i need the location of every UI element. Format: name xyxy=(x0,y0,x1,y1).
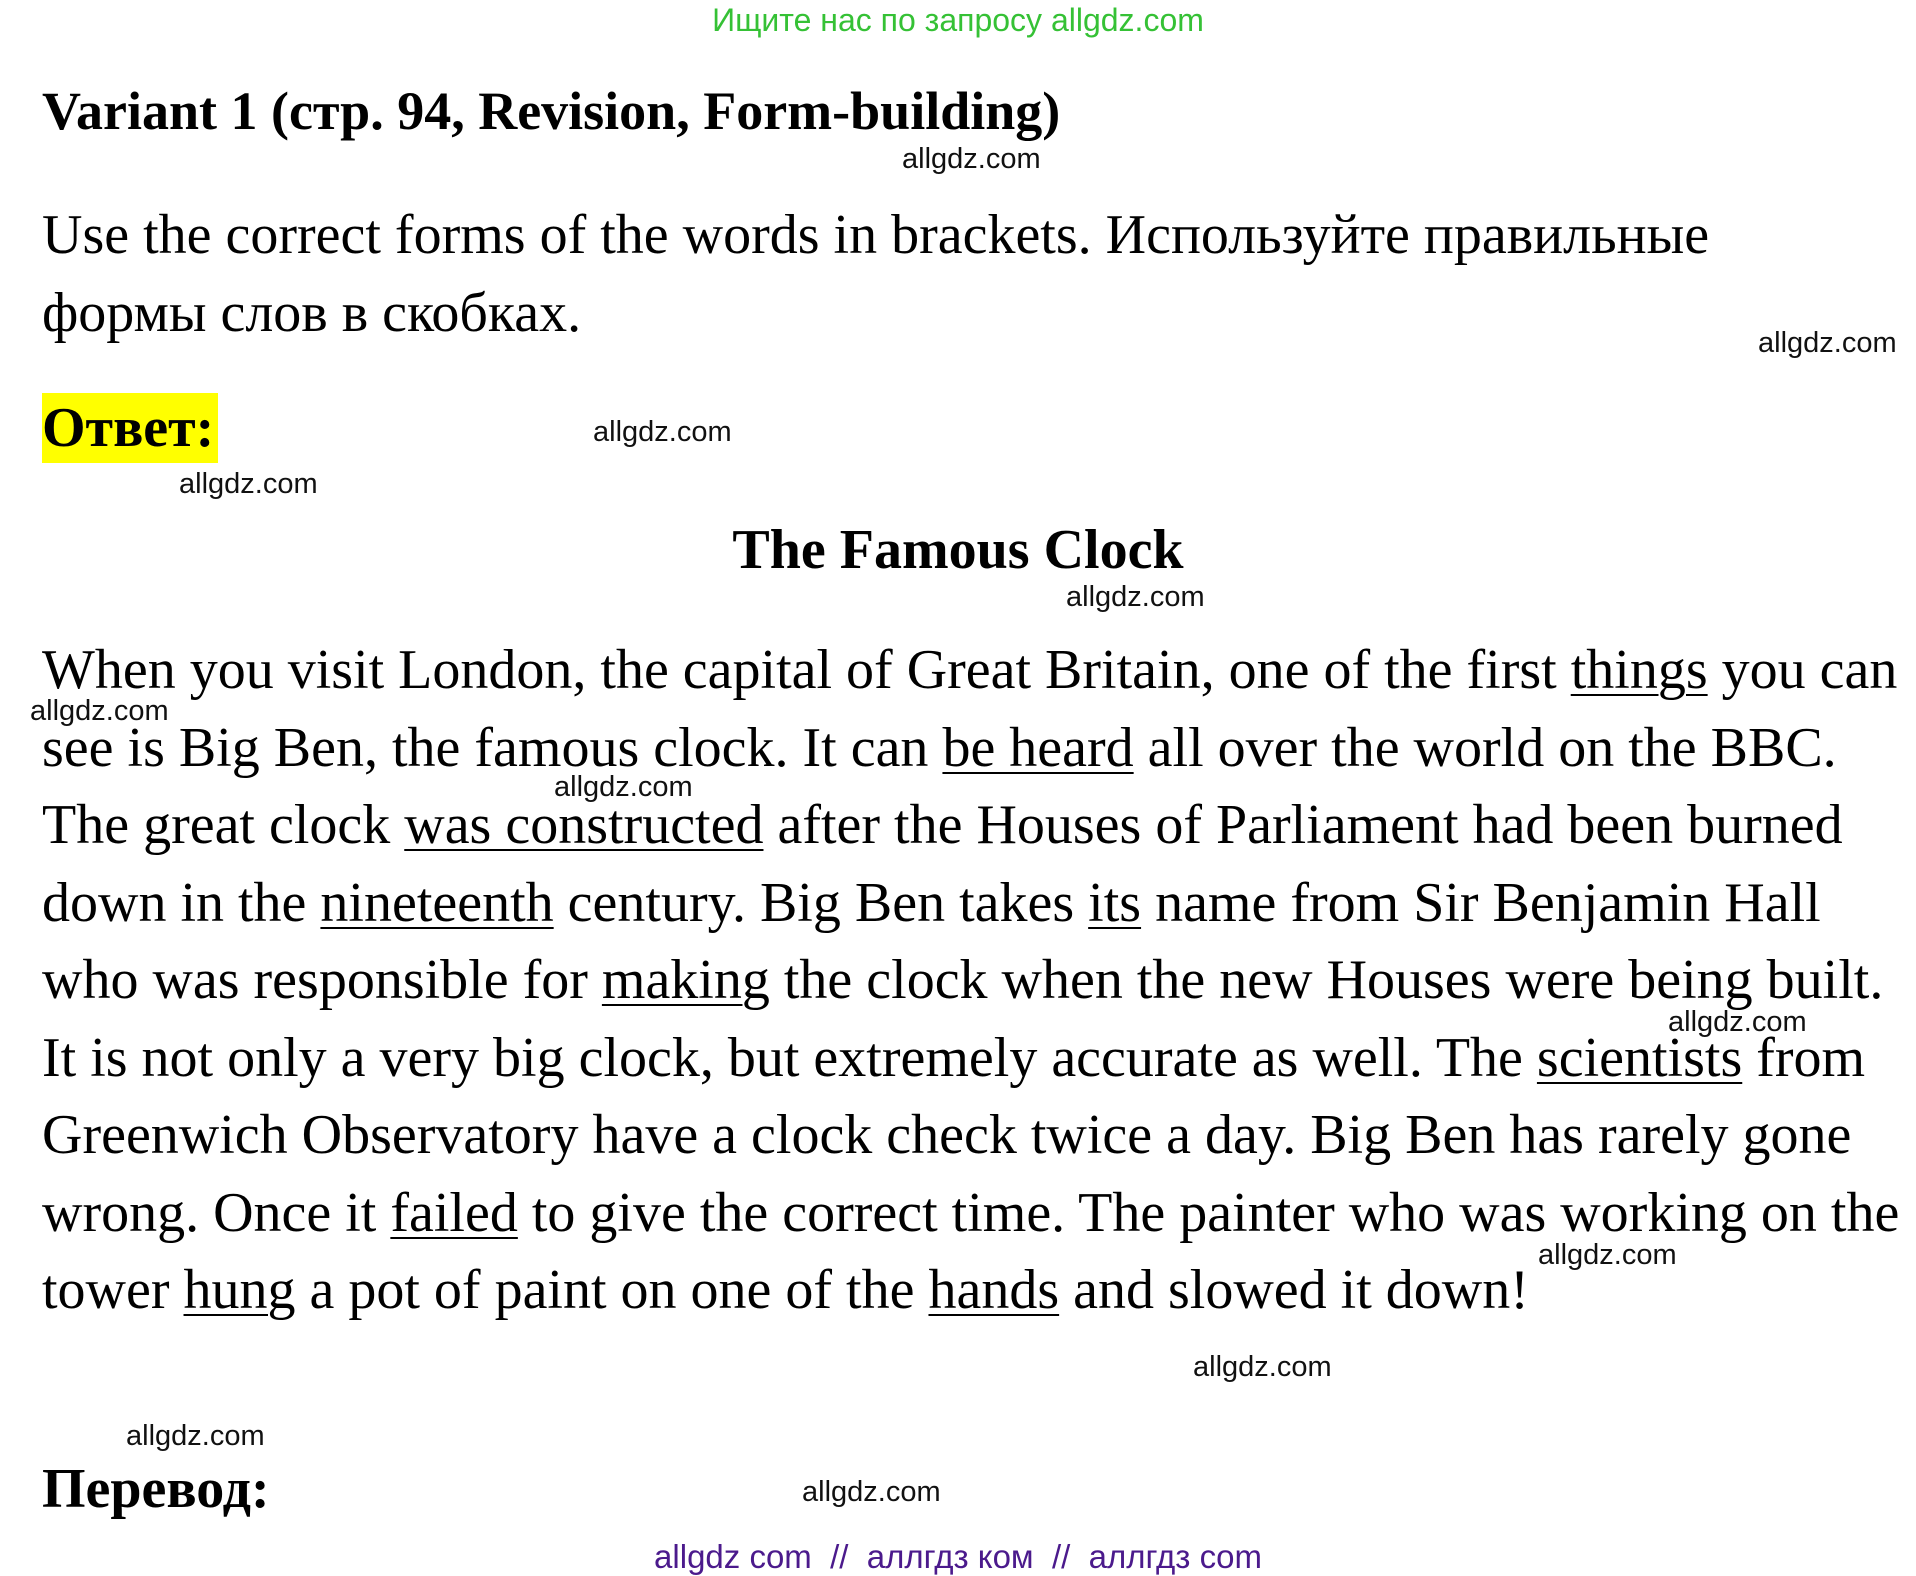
answer-word: be heard xyxy=(942,716,1134,779)
watermark: allgdz.com xyxy=(1193,1351,1332,1383)
answer-word: its xyxy=(1088,871,1142,934)
story-segment: When you visit London, the capital of Great Britain, one of the first xyxy=(42,639,1571,701)
watermark: allgdz.com xyxy=(1668,1006,1807,1038)
story-segment: all over the world on the BBC. The great clock xyxy=(42,716,1837,856)
answer-word: hands xyxy=(928,1259,1060,1321)
answer-word: was constructed xyxy=(404,794,764,856)
watermark: allgdz.com xyxy=(1538,1239,1677,1271)
watermark: allgdz.com xyxy=(126,1420,265,1452)
answer-label: Ответ: xyxy=(42,393,218,463)
watermark: allgdz.com xyxy=(593,416,732,448)
watermark: allgdz.com xyxy=(554,771,693,803)
top-banner: Ищите нас по запросу allgdz.com xyxy=(712,2,1204,38)
watermark: allgdz.com xyxy=(802,1476,941,1508)
story-segment: the clock when the new Houses were being built. It is not only a very big clock, but extremely accurate as well. The xyxy=(42,949,1884,1089)
story-title: The Famous Clock xyxy=(732,519,1184,581)
answer-word: failed xyxy=(390,1181,518,1244)
story-segment: name from Sir Benjamin Hall who was responsible for xyxy=(42,871,1821,1011)
translation-label: Перевод: xyxy=(42,1458,270,1520)
story-segment: after the Houses of Parliament had been burned down in the xyxy=(42,794,1843,934)
answer-word: hung xyxy=(183,1259,296,1321)
story-segment: you can see is Big Ben, the famous clock. It can xyxy=(42,639,1898,779)
watermark: allgdz.com xyxy=(1758,327,1897,359)
story-segment: century. Big Ben takes xyxy=(553,871,1089,934)
answer-word: things xyxy=(1570,639,1708,701)
story-segment: from Greenwich Observatory have a clock check twice a day. Big Ben has rarely gone wrong. Once it xyxy=(42,1026,1866,1244)
story-segment: and slowed it down! xyxy=(1059,1259,1529,1321)
page-title: Variant 1 (стр. 94, Revision, Form-building) xyxy=(42,81,1061,141)
watermark: allgdz.com xyxy=(179,468,318,500)
story-text xyxy=(42,632,1902,1330)
watermark: allgdz.com xyxy=(902,143,1041,175)
watermark: allgdz.com xyxy=(1066,581,1205,613)
answer-word: scientists xyxy=(1536,1026,1743,1089)
story-segment: a pot of paint on one of the xyxy=(295,1259,929,1321)
answer-word: making xyxy=(601,949,770,1011)
story-segment: to give the correct time. The painter who was working on the tower xyxy=(42,1181,1900,1321)
footer-watermark: allgdz com // аллгдз ком // аллгдз com xyxy=(654,1538,1262,1575)
answer-word: nineteenth xyxy=(320,871,554,934)
instruction-text: Use the correct forms of the words in brackets. Используйте правильные формы слов в скобках. xyxy=(42,204,1710,344)
watermark: allgdz.com xyxy=(30,695,169,727)
